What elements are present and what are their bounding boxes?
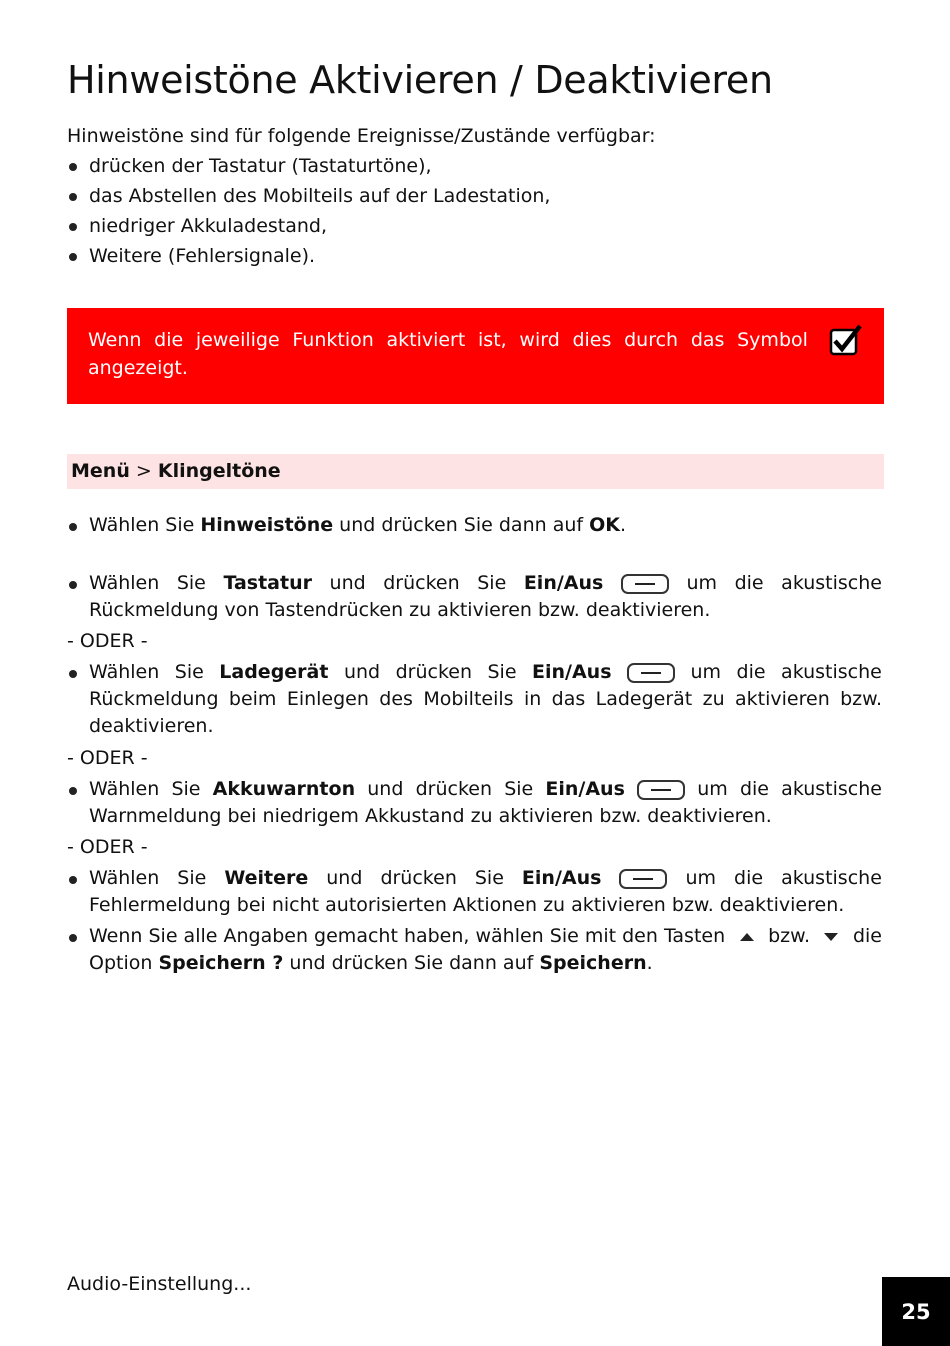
- menu-path-bar: [67, 454, 884, 489]
- oder-separator: - ODER -: [67, 630, 148, 652]
- list-item: drücken der Tastatur (Tastaturtöne),: [67, 151, 656, 181]
- step-ladegeraet: Wählen Sie Ladegerät und drücken Sie Ein/Aus um die akustische Rückmeldung beim Einlegen des Mobilteils in das Ladegerät zu aktivieren bzw. deaktivieren.: [67, 659, 882, 740]
- note-box: [67, 308, 884, 404]
- step-akkuwarnton: Wählen Sie Akkuwarnton und drücken Sie Ein/Aus um die akustische Warnmeldung bei niedrigem Akkustand zu aktivieren bzw. deaktivieren.: [67, 776, 882, 830]
- page-title: Hinweistöne Aktivieren / Deaktivieren: [67, 58, 773, 102]
- softkey-icon: [619, 869, 667, 889]
- menu-label: Menü: [71, 460, 130, 482]
- step-select-hinweistoene: Wählen Sie Hinweistöne und drücken Sie dann auf OK.: [67, 512, 882, 539]
- oder-separator: - ODER -: [67, 747, 148, 769]
- bullet-icon: [69, 787, 77, 795]
- note-line-1: Wenn die jeweilige Funktion aktiviert ist, wird dies durch das Symbol: [88, 329, 808, 351]
- list-item: Weitere (Fehlersignale).: [67, 241, 656, 271]
- bullet-icon: [69, 523, 77, 531]
- menu-separator: >: [135, 460, 152, 482]
- bullet-icon: [69, 253, 77, 261]
- step-tastatur: Wählen Sie Tastatur und drücken Sie Ein/Aus um die akustische Rückmeldung von Tastendrücken zu aktivieren bzw. deaktivieren.: [67, 570, 882, 624]
- bullet-icon: [69, 670, 77, 678]
- arrow-down-icon: [824, 933, 838, 941]
- bullet-icon: [69, 934, 77, 942]
- softkey-icon: [627, 663, 675, 683]
- arrow-up-icon: [740, 933, 754, 941]
- event-list: [67, 151, 656, 271]
- softkey-icon: [621, 574, 669, 594]
- checkbox-checked-icon: [829, 324, 863, 356]
- list-item: niedriger Akkuladestand,: [67, 211, 656, 241]
- footer-section-label: Audio-Einstellung...: [67, 1273, 252, 1295]
- bullet-icon: [69, 163, 77, 171]
- bullet-icon: [69, 581, 77, 589]
- bullet-icon: [69, 876, 77, 884]
- step-weitere: Wählen Sie Weitere und drücken Sie Ein/Aus um die akustische Fehlermeldung bei nicht autorisierten Aktionen zu aktivieren bzw. deaktivieren.: [67, 865, 882, 919]
- page-number: 25: [882, 1277, 950, 1346]
- bullet-icon: [69, 223, 77, 231]
- note-line-2: angezeigt.: [88, 357, 188, 379]
- menu-item-label: Klingeltöne: [157, 460, 281, 482]
- list-item: das Abstellen des Mobilteils auf der Ladestation,: [67, 181, 656, 211]
- oder-separator: - ODER -: [67, 836, 148, 858]
- step-speichern: Wenn Sie alle Angaben gemacht haben, wählen Sie mit den Tasten bzw. die Option Speichern ? und drücken Sie dann auf Speichern.: [67, 923, 882, 977]
- intro-section: [67, 121, 656, 271]
- intro-lead: Hinweistöne sind für folgende Ereignisse/Zustände verfügbar:: [67, 125, 656, 147]
- bullet-icon: [69, 193, 77, 201]
- softkey-icon: [637, 780, 685, 800]
